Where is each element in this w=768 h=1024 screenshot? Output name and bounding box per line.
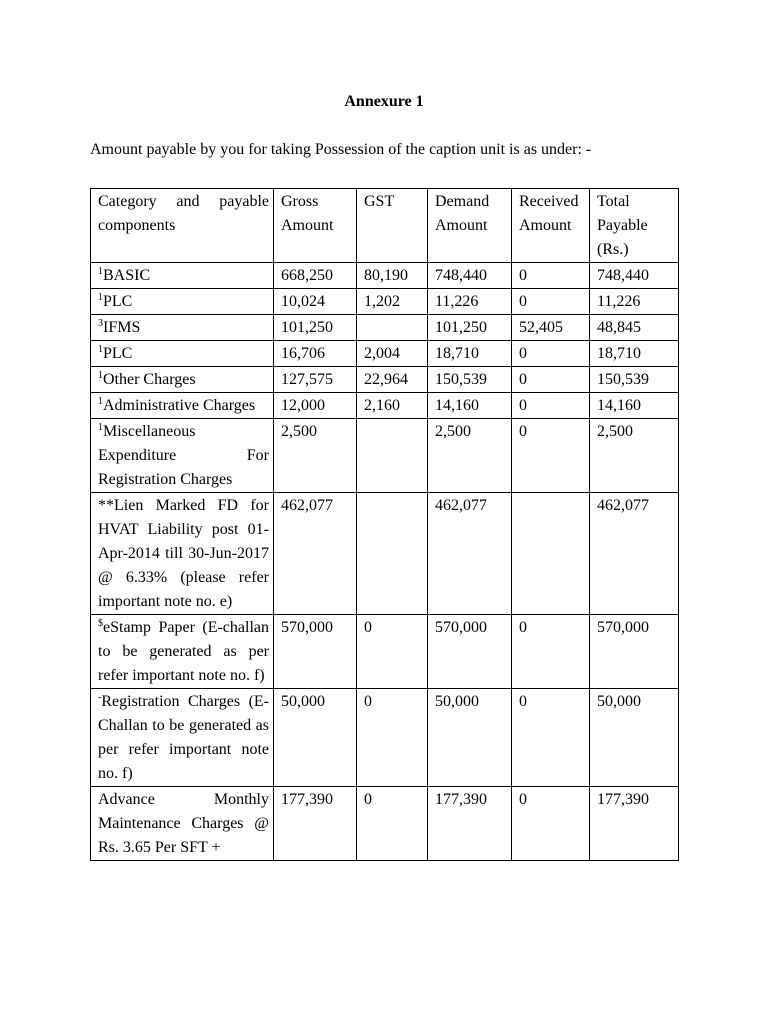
gst-cell: 2,004 bbox=[357, 341, 428, 367]
total-payable-cell: 50,000 bbox=[590, 689, 679, 787]
header-received-amount: Received Amount bbox=[512, 189, 590, 263]
category-label: Miscellaneous Expenditure For Registration Charges bbox=[98, 423, 269, 488]
total-payable-cell: 462,077 bbox=[590, 493, 679, 615]
table-row bbox=[91, 367, 679, 393]
received-amount-cell: 0 bbox=[512, 615, 590, 689]
table-row bbox=[91, 787, 679, 861]
footnote-marker: 1 bbox=[98, 266, 103, 277]
gst-cell: 2,160 bbox=[357, 393, 428, 419]
demand-amount-cell: 177,390 bbox=[428, 787, 512, 861]
category-label: Administrative Charges bbox=[103, 397, 256, 414]
category-cell bbox=[91, 315, 274, 341]
gross-amount-cell: 50,000 bbox=[274, 689, 357, 787]
header-demand-amount: Demand Amount bbox=[428, 189, 512, 263]
payable-table bbox=[90, 188, 679, 861]
footnote-marker: 1 bbox=[98, 370, 103, 381]
gross-amount-cell: 668,250 bbox=[274, 263, 357, 289]
category-cell bbox=[91, 689, 274, 787]
footnote-marker: 1 bbox=[98, 292, 103, 303]
demand-amount-cell: 570,000 bbox=[428, 615, 512, 689]
gst-cell: 1,202 bbox=[357, 289, 428, 315]
demand-amount-cell: 14,160 bbox=[428, 393, 512, 419]
received-amount-cell: 0 bbox=[512, 393, 590, 419]
total-payable-cell: 748,440 bbox=[590, 263, 679, 289]
gst-cell: 22,964 bbox=[357, 367, 428, 393]
received-amount-cell: 52,405 bbox=[512, 315, 590, 341]
demand-amount-cell: 748,440 bbox=[428, 263, 512, 289]
footnote-marker: 1 bbox=[98, 396, 103, 407]
gross-amount-cell: 101,250 bbox=[274, 315, 357, 341]
table-row bbox=[91, 689, 679, 787]
received-amount-cell: 0 bbox=[512, 787, 590, 861]
footnote-marker: 1 bbox=[98, 344, 103, 355]
header-gross-amount: Gross Amount bbox=[274, 189, 357, 263]
gst-cell: 0 bbox=[357, 787, 428, 861]
total-payable-cell: 177,390 bbox=[590, 787, 679, 861]
category-label: Other Charges bbox=[103, 371, 196, 388]
category-cell bbox=[91, 393, 274, 419]
footnote-marker: $ bbox=[98, 618, 103, 629]
gross-amount-cell: 16,706 bbox=[274, 341, 357, 367]
received-amount-cell: 0 bbox=[512, 367, 590, 393]
table-row bbox=[91, 393, 679, 419]
footnote-marker: 3 bbox=[98, 318, 103, 329]
category-cell bbox=[91, 787, 274, 861]
table-row bbox=[91, 493, 679, 615]
category-label: BASIC bbox=[103, 267, 151, 284]
demand-amount-cell: 18,710 bbox=[428, 341, 512, 367]
category-cell bbox=[91, 615, 274, 689]
gross-amount-cell: 12,000 bbox=[274, 393, 357, 419]
gst-cell: 0 bbox=[357, 615, 428, 689]
category-label: PLC bbox=[103, 345, 133, 362]
table-row bbox=[91, 315, 679, 341]
header-total-payable: Total Payable (Rs.) bbox=[590, 189, 679, 263]
gst-cell: 0 bbox=[357, 689, 428, 787]
table-row bbox=[91, 615, 679, 689]
gross-amount-cell: 127,575 bbox=[274, 367, 357, 393]
demand-amount-cell: 2,500 bbox=[428, 419, 512, 493]
category-cell bbox=[91, 367, 274, 393]
table-row bbox=[91, 419, 679, 493]
total-payable-cell: 570,000 bbox=[590, 615, 679, 689]
category-label: eStamp Paper (E-challan to be generated as per refer important note no. f) bbox=[98, 619, 269, 684]
header-gst: GST bbox=[357, 189, 428, 263]
demand-amount-cell: 50,000 bbox=[428, 689, 512, 787]
page-title: Annexure 1 bbox=[344, 93, 424, 110]
received-amount-cell: 0 bbox=[512, 689, 590, 787]
category-label: PLC bbox=[103, 293, 133, 310]
gross-amount-cell: 177,390 bbox=[274, 787, 357, 861]
category-cell bbox=[91, 289, 274, 315]
gross-amount-cell: 570,000 bbox=[274, 615, 357, 689]
category-cell bbox=[91, 263, 274, 289]
total-payable-cell: 14,160 bbox=[590, 393, 679, 419]
total-payable-cell: 48,845 bbox=[590, 315, 679, 341]
gst-cell: 80,190 bbox=[357, 263, 428, 289]
received-amount-cell bbox=[512, 493, 590, 615]
demand-amount-cell: 101,250 bbox=[428, 315, 512, 341]
gst-cell bbox=[357, 315, 428, 341]
table-header-row bbox=[91, 189, 679, 263]
category-label: Registration Charges (E-Challan to be generated as per refer important note no. f) bbox=[98, 693, 269, 782]
gross-amount-cell: 2,500 bbox=[274, 419, 357, 493]
category-label: Advance Monthly Maintenance Charges @ Rs. 3.65 Per SFT + bbox=[98, 791, 269, 856]
category-label: IFMS bbox=[103, 319, 141, 336]
footnote-marker: - bbox=[98, 692, 102, 703]
gross-amount-cell: 10,024 bbox=[274, 289, 357, 315]
category-cell bbox=[91, 419, 274, 493]
category-label: **Lien Marked FD for HVAT Liability post 01-Apr-2014 till 30-Jun-2017 @ 6.33% (please refer important note no. e) bbox=[98, 497, 269, 610]
footnote-marker: 1 bbox=[98, 422, 103, 433]
total-payable-cell: 2,500 bbox=[590, 419, 679, 493]
category-cell bbox=[91, 341, 274, 367]
demand-amount-cell: 462,077 bbox=[428, 493, 512, 615]
gst-cell bbox=[357, 493, 428, 615]
received-amount-cell: 0 bbox=[512, 419, 590, 493]
gst-cell bbox=[357, 419, 428, 493]
category-cell bbox=[91, 493, 274, 615]
received-amount-cell: 0 bbox=[512, 289, 590, 315]
received-amount-cell: 0 bbox=[512, 263, 590, 289]
table-row bbox=[91, 289, 679, 315]
total-payable-cell: 150,539 bbox=[590, 367, 679, 393]
demand-amount-cell: 150,539 bbox=[428, 367, 512, 393]
intro-text: Amount payable by you for taking Possession of the caption unit is as under: - bbox=[90, 141, 592, 158]
received-amount-cell: 0 bbox=[512, 341, 590, 367]
table-row bbox=[91, 341, 679, 367]
gross-amount-cell: 462,077 bbox=[274, 493, 357, 615]
header-category: Category and payable components bbox=[91, 189, 274, 263]
total-payable-cell: 11,226 bbox=[590, 289, 679, 315]
total-payable-cell: 18,710 bbox=[590, 341, 679, 367]
table-row bbox=[91, 263, 679, 289]
demand-amount-cell: 11,226 bbox=[428, 289, 512, 315]
